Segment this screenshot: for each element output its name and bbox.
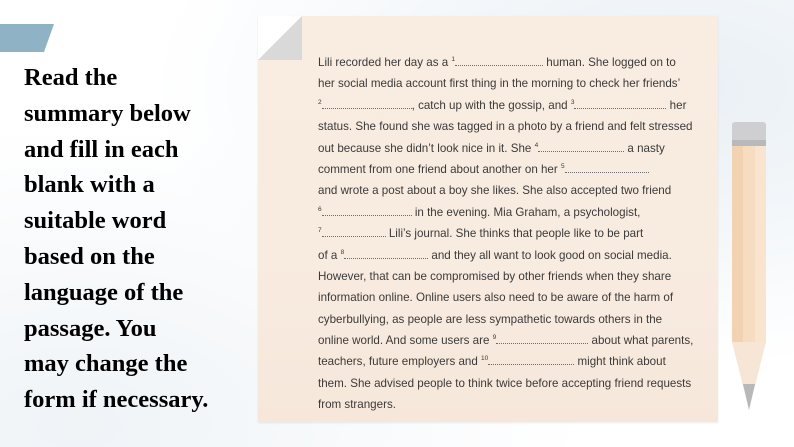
instructions-line: Read the bbox=[24, 64, 118, 91]
instructions-line: language of the bbox=[24, 278, 184, 306]
blank-number: 8 bbox=[340, 248, 345, 256]
answer-blank-9[interactable] bbox=[496, 332, 588, 344]
passage-line: $^7$ Lili’s journal. She thinks that people like to be part bbox=[318, 227, 644, 241]
passage-line: and wrote a post about a boy she likes. She also accepted two friend bbox=[318, 184, 672, 198]
passage-line: $^6$ in the evening. Mia Graham, a psychologist, bbox=[318, 205, 641, 219]
answer-blank-7[interactable] bbox=[322, 225, 386, 237]
blank-number: 1 bbox=[451, 56, 456, 63]
passage-line: cyberbullying, as people are less sympathetic towards others in the bbox=[318, 312, 663, 326]
corner-tab-decoration bbox=[0, 24, 44, 52]
answer-blank-5[interactable] bbox=[565, 161, 649, 173]
pencil-icon bbox=[726, 118, 772, 418]
passage-line: comment from one friend about another on her $^5$ bbox=[318, 159, 708, 180]
instructions-text bbox=[24, 60, 254, 418]
blank-number: 10 bbox=[481, 355, 489, 363]
blank-number: 2 bbox=[318, 98, 322, 106]
passage-line: Lili recorded her day as a $^1$ human. She logged on to bbox=[318, 56, 676, 69]
instructions-line: blank with a bbox=[24, 171, 155, 199]
folded-corner-flap bbox=[258, 16, 302, 60]
answer-blank-10[interactable] bbox=[488, 353, 574, 365]
passage-line: information online. Online users also need to be aware of the harm of bbox=[318, 291, 674, 305]
answer-blank-3[interactable] bbox=[574, 97, 666, 109]
instructions-line: suitable word bbox=[24, 207, 167, 235]
passage-line: of a $^8$ and they all want to look good on social media. bbox=[318, 248, 672, 262]
instructions-line: summary below bbox=[24, 99, 191, 127]
blank-number: 7 bbox=[318, 227, 322, 235]
answer-blank-6[interactable] bbox=[322, 204, 412, 216]
answer-blank-2[interactable] bbox=[322, 97, 412, 109]
answer-blank-1[interactable] bbox=[455, 54, 543, 66]
instructions-line: based on the bbox=[24, 242, 155, 270]
instructions-line: form if necessary. bbox=[24, 386, 209, 414]
instructions-line: passage. You bbox=[24, 314, 157, 342]
blank-number: 3 bbox=[570, 98, 575, 106]
passage-line: them. She advised people to think twice before accepting friend requests bbox=[318, 376, 692, 390]
instructions-line: and fill in each bbox=[24, 135, 179, 163]
blank-number: 5 bbox=[560, 162, 565, 170]
passage-line: However, that can be compromised by other friends when they share bbox=[318, 269, 672, 283]
passage-line: online world. And some users are $^9$ about what parents, bbox=[318, 334, 694, 348]
blank-number: 9 bbox=[492, 334, 497, 342]
passage-text bbox=[318, 52, 708, 416]
blank-number: 4 bbox=[534, 141, 539, 149]
passage-line: her social media account first thing in the morning to check her friends’ bbox=[318, 77, 681, 91]
instructions-line: may change the bbox=[24, 350, 188, 378]
passage-line: out because she didn’t look nice in it. She $^4$ a nasty bbox=[318, 141, 665, 155]
answer-blank-8[interactable] bbox=[344, 247, 428, 259]
passage-line: status. She found she was tagged in a photo by a friend and felt stressed bbox=[318, 120, 693, 134]
passage-line: teachers, future employers and $^{10}$ might think about bbox=[318, 355, 666, 369]
passage-line: from strangers. bbox=[318, 398, 396, 412]
answer-blank-4[interactable] bbox=[538, 140, 624, 152]
blank-number: 6 bbox=[318, 205, 322, 213]
passage-line: $^2$ , catch up with the gossip, and $^3$ her bbox=[318, 98, 687, 112]
